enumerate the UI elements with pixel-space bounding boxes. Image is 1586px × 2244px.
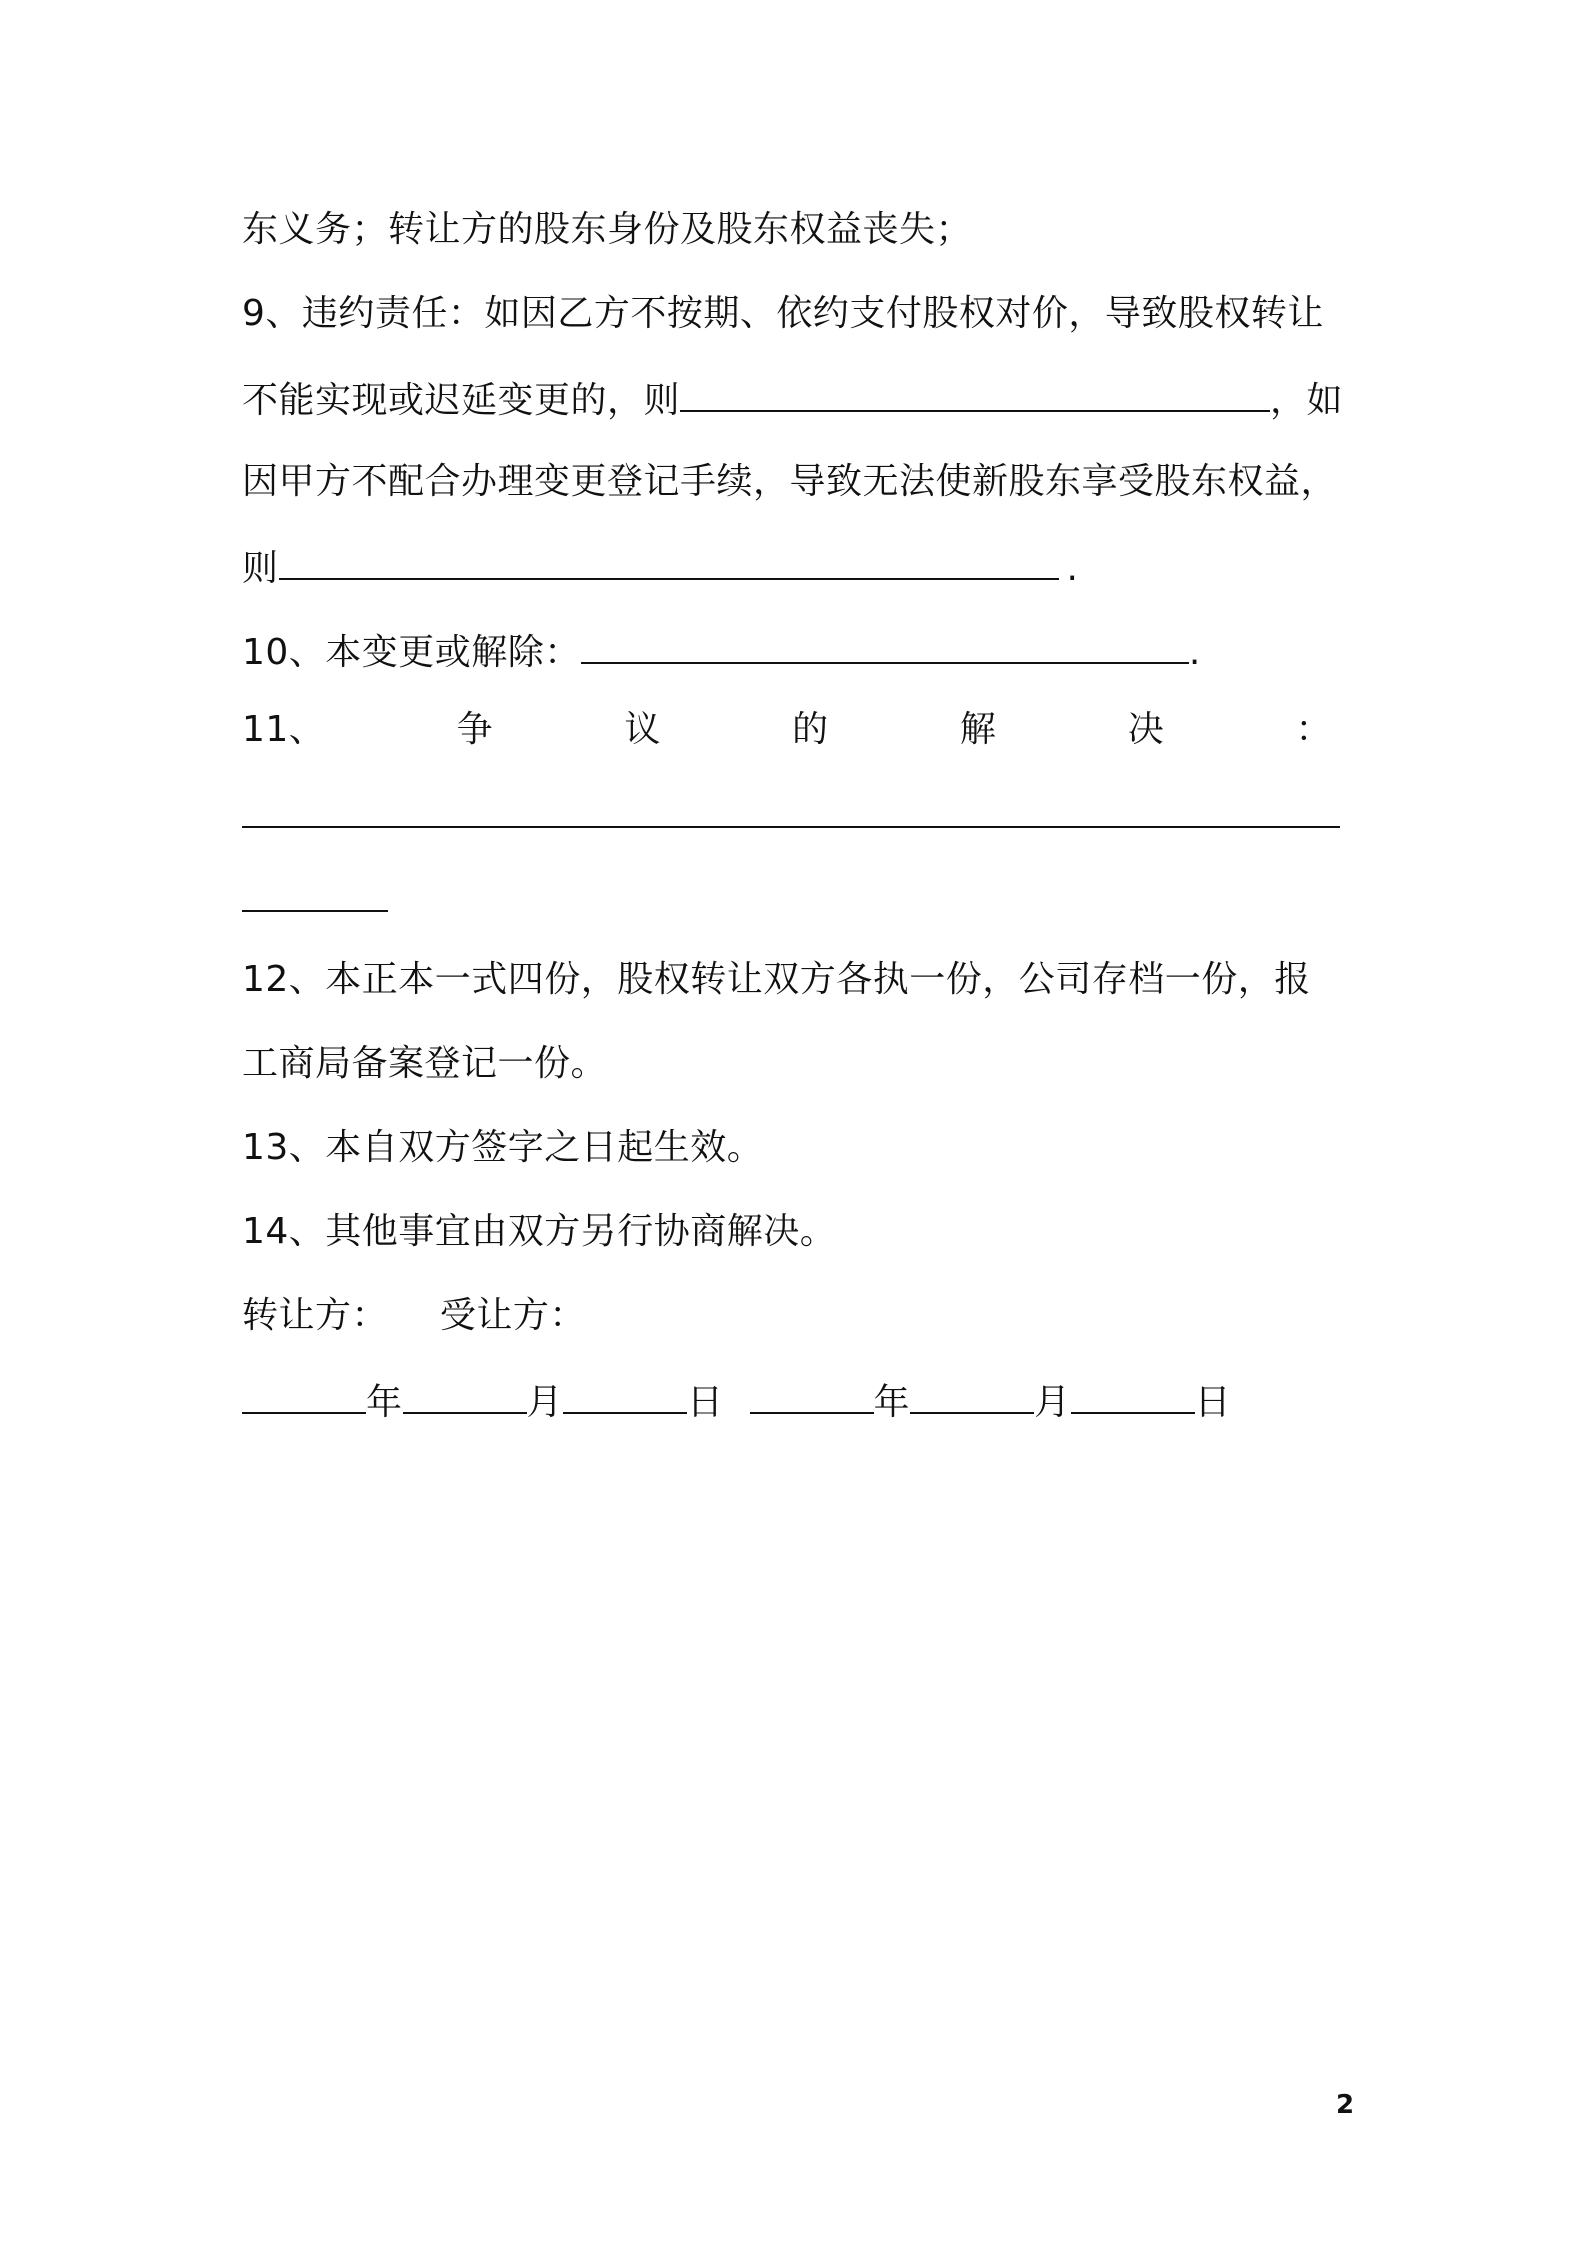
- clause-11-line: [242, 706, 1362, 754]
- text-obligations: 东义务；转让方的股东身份及股东权益丧失；: [242, 209, 973, 250]
- year-label: 年: [873, 1382, 911, 1423]
- day-label: 日: [687, 1382, 724, 1423]
- blank-field-month-1[interactable]: [403, 1376, 527, 1414]
- clause-9-text: 9、违约责任：如因乙方不按期、依约支付股权对价，导致股权转让: [242, 293, 1324, 334]
- blank-field-penalty-a[interactable]: [279, 542, 1059, 580]
- blank-field-year-1[interactable]: [242, 1376, 366, 1414]
- clause-10-period: .: [1188, 632, 1201, 673]
- transferor-label: 转让方：: [242, 1295, 389, 1336]
- clause-11-blank-line-2: [242, 874, 1362, 925]
- month-label: 月: [1034, 1382, 1071, 1423]
- page-number: 2: [1336, 2090, 1355, 2120]
- clause-11-char: 决: [1127, 709, 1165, 750]
- blank-field-day-1[interactable]: [563, 1376, 687, 1414]
- blank-field-modification[interactable]: [581, 626, 1189, 664]
- clause-10-text: 10、本变更或解除：: [242, 632, 581, 673]
- clause-9-line-2: [242, 374, 1362, 425]
- clause-11-spread-text: [242, 706, 1332, 754]
- clause-11-char: 议: [624, 709, 661, 750]
- blank-field-year-2[interactable]: [750, 1376, 874, 1414]
- clause-12-line-1: [242, 956, 1362, 1004]
- clause-11-char: 的: [792, 709, 829, 750]
- clause-14-line: [242, 1208, 1362, 1256]
- blank-field-dispute-2[interactable]: [242, 874, 388, 912]
- clause-11-char: 争: [456, 709, 494, 750]
- transferee-label: 受让方：: [439, 1295, 586, 1336]
- clause-12-text-2: 工商局备案登记一份。: [242, 1043, 608, 1084]
- clause-11-colon: ：: [1295, 709, 1332, 750]
- day-label: 日: [1194, 1382, 1232, 1423]
- clause-13-line: [242, 1124, 1362, 1172]
- clause-12-line-2: [242, 1040, 1362, 1088]
- clause-11-number: 11、: [242, 709, 326, 750]
- blank-field-month-2[interactable]: [910, 1376, 1034, 1414]
- clause-13-text: 13、本自双方签字之日起生效。: [242, 1127, 764, 1168]
- clause-9-line-4: [242, 542, 1362, 593]
- clause-9-text-4: 因甲方不配合办理变更登记手续，导致无法使新股东享受股东权益，: [242, 461, 1338, 502]
- clause-9-line-1: [242, 290, 1362, 338]
- signature-line: [242, 1292, 1362, 1340]
- text-line-obligations: [242, 206, 1362, 254]
- clause-9-text-3: ，如: [1270, 380, 1344, 421]
- date-line: [242, 1376, 1362, 1427]
- clause-12-text: 12、本正本一式四份，股权转让双方各执一份，公司存档一份，报: [242, 959, 1311, 1000]
- blank-field-day-2[interactable]: [1071, 1376, 1195, 1414]
- clause-11-blank-line-1: [242, 790, 1362, 841]
- year-label: 年: [366, 1382, 403, 1423]
- clause-9-line-3: [242, 458, 1362, 506]
- blank-field-dispute-1[interactable]: [242, 790, 1340, 828]
- clause-9-period: .: [1066, 548, 1079, 589]
- clause-9-text-2: 不能实现或迟延变更的，则: [242, 380, 681, 421]
- blank-field-penalty-b[interactable]: [680, 374, 1270, 412]
- clause-11-char: 解: [959, 709, 997, 750]
- clause-10-line: [242, 626, 1362, 677]
- clause-14-text: 14、其他事宜由双方另行协商解决。: [242, 1211, 837, 1252]
- month-label: 月: [526, 1382, 564, 1423]
- clause-9-text-5: 则: [242, 548, 279, 589]
